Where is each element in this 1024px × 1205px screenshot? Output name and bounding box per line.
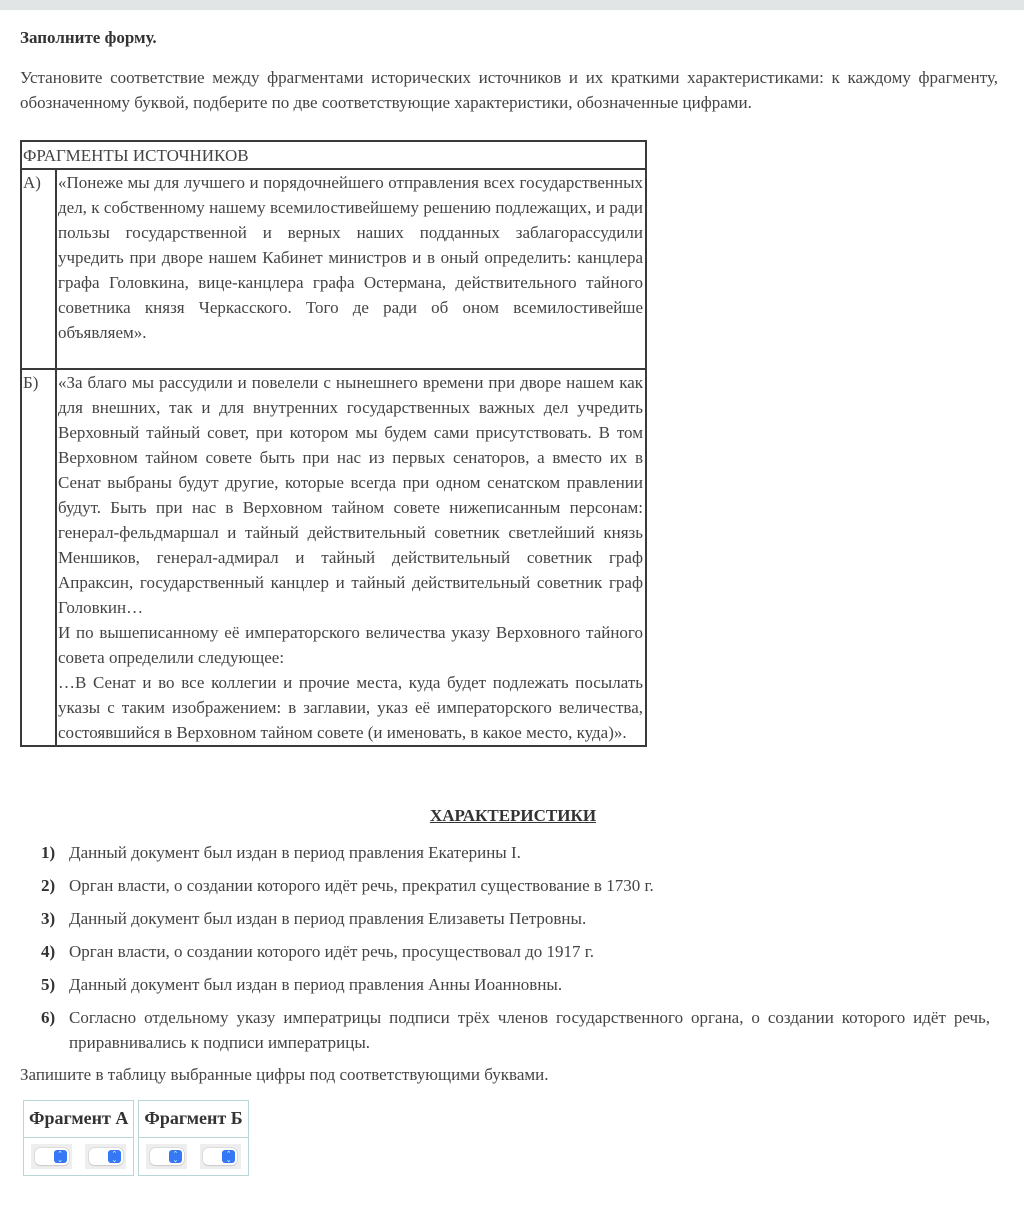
up-down-chevron-icon: ⌃ ⌄ [169,1150,182,1163]
item-number: 5) [41,975,56,994]
item-text: Данный документ был издан в период правления Елизаветы Петровны. [69,909,587,928]
characteristics-list [20,840,990,1063]
source-text [56,369,646,746]
sources-table [20,140,647,747]
item-number: 1) [41,843,56,862]
source-paragraph: «Понеже мы для лучшего и порядочнейшего отправления всех государственных дел, к собственному нашему всемилостивейшему решению подлежащих, и ради пользы государственной и верных наших подданных заблагорассудили учредить при дворе нашем Кабинет министров и в оный определить: канцлера графа Головкина, вице-канцлера графа Остермана, действительного тайного советника князя Черкасского. Того де ради об оном всемилостивейше объявляем». [58,173,643,342]
up-down-chevron-icon: ⌃ ⌄ [54,1150,67,1163]
source-text [56,169,646,369]
source-letter: Б) [21,369,56,746]
item-text: Орган власти, о создании которого идёт речь, просуществовал до 1917 г. [69,942,595,961]
task-instruction: Установите соответствие между фрагментами исторических источников и их краткими характеристиками: к каждому фрагменту, обозначенному буквой, подберите по две соответствующие характеристики, обозначенные цифрами. [20,68,998,112]
item-number: 6) [41,1008,56,1027]
up-down-chevron-icon: ⌃ ⌄ [222,1150,235,1163]
source-paragraph: И по вышеписанному её императорского величества указу Верховного тайного совета определили следующее: [58,623,643,667]
answer-table-b [138,1100,248,1176]
item-number: 2) [41,876,56,895]
list-item [20,939,990,964]
column-header: Фрагмент А [24,1101,134,1138]
answer-table-a [23,1100,134,1176]
up-down-chevron-icon: ⌃ ⌄ [108,1150,121,1163]
item-text: Данный документ был издан в период правления Екатерины I. [69,843,521,862]
source-letter: А) [21,169,56,369]
column-header: Фрагмент Б [139,1101,248,1138]
list-item [20,873,990,898]
list-item [20,1005,990,1055]
item-text: Орган власти, о создании которого идёт речь, прекратил существование в 1730 г. [69,876,654,895]
top-bar [0,0,1024,10]
answer-select-a1[interactable] [35,1148,69,1165]
sources-header: ФРАГМЕНТЫ ИСТОЧНИКОВ [21,141,646,169]
answer-select-a2[interactable] [89,1148,123,1165]
source-paragraph: …В Сенат и во все коллегии и прочие места, куда будет подлежать посылать указы с таким изображением: в заглавии, указ её императорского величества, состоявшийся в Верховном тайном совете (и именовать, в какое место, куда)». [58,673,643,742]
item-number: 3) [41,909,56,928]
answer-tables [23,1100,249,1176]
answer-select-b1[interactable] [150,1148,184,1165]
source-row-b [21,369,646,746]
list-item [20,840,990,865]
list-item [20,906,990,931]
source-paragraph: «За благо мы рассудили и повелели с нынешнего времени при дворе нашем как для внешних, так и для внутренних государственных важных дел учредить Верховный тайный совет, при котором мы будем сами присутствовать. В том Верховном тайном совете быть при нас из первых сенаторов, а вместо их в Сенат выбраны будут другие, которые всегда при одном сенатском правлении будут. Быть при нас в Верховном тайном совете нижеписанным персонам: генерал-фельдмаршал и тайный действительный советник светлейший князь Меншиков, генерал-адмирал и тайный действительный советник граф Апраксин, государственный канцлер и тайный действительный советник граф Головкин… [58,373,643,617]
answer-instruction: Запишите в таблицу выбранные цифры под соответствующими буквами. [20,1065,549,1084]
item-text: Согласно отдельному указу императрицы подписи трёх членов государственного органа, о создании которого идёт речь, приравнивались к подписи императрицы. [69,1008,990,1052]
source-row-a [21,169,646,369]
list-item [20,972,990,997]
characteristics-title: ХАРАКТЕРИСТИКИ [430,806,597,825]
form-title: Заполните форму. [20,28,157,47]
answer-select-b2[interactable] [203,1148,237,1165]
item-text: Данный документ был издан в период правления Анны Иоанновны. [69,975,563,994]
item-number: 4) [41,942,56,961]
